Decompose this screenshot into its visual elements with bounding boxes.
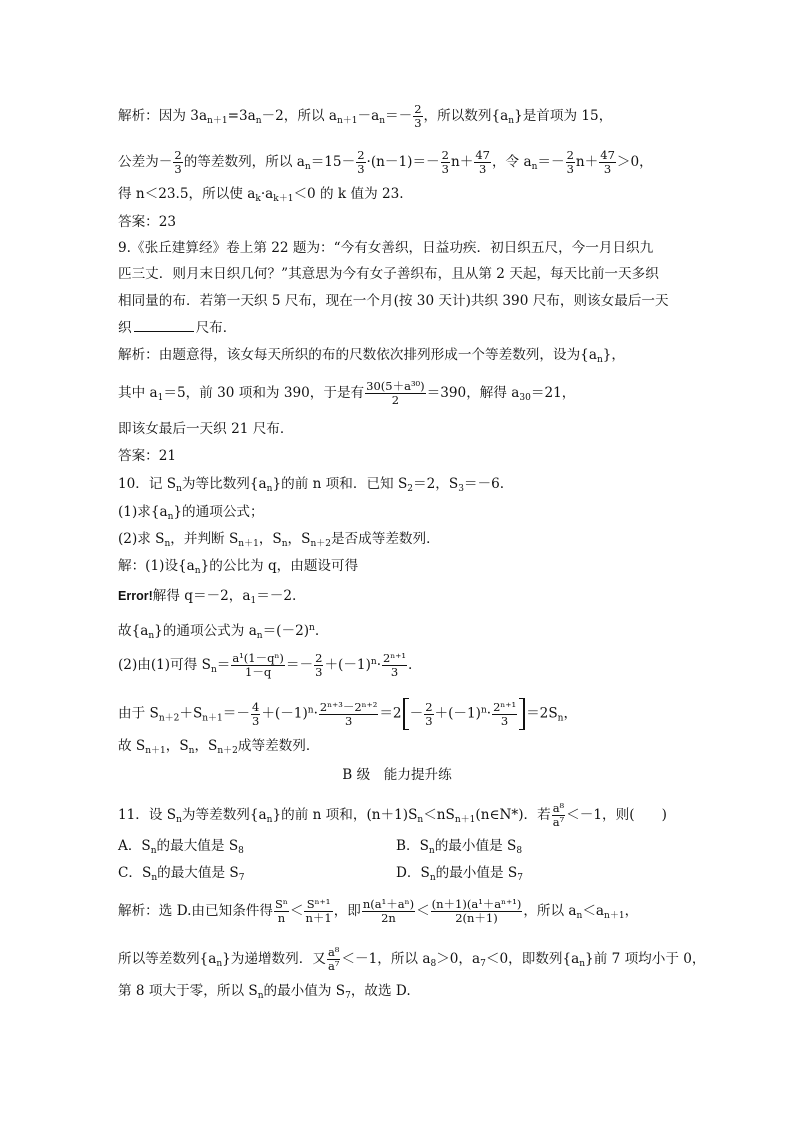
fraction: $\frac{4}{3}$ [251,699,260,728]
fraction: $\frac{2}{3}$ [566,148,574,176]
problem-9-line-2: 匹三丈．则月末日织几何？”其意思为今有女子善织布，且从第 2 天起，每天比前一天多织 [118,266,659,282]
fraction: $\frac{47}{3}$ [600,148,615,176]
fraction: $\frac{47}{3}$ [475,148,490,176]
fraction: $\frac{\text{a⁸}}{\text{a⁷}}$ [552,801,565,829]
left-bracket [403,698,409,730]
solution-line-1: 解析：因为 $3a_{n+1}=3a_n-2$，所以 $a_{n+1}-a_n=-$ $\frac{2}{3}$ ，所以数列$\{a_n\}$是首项为 15， [118,102,613,130]
solution-10-line-3: 故$\{a_n\}$的通项公式为 $a_n=(-2)^n$. [118,623,320,641]
solution-11-line-3: 第 8 项大于零，所以 $S_n$的最小值为 $S_7$，故选 D. [118,983,411,1001]
solution-10-line-4: (2)由(1)可得 $S_n=$ $\frac{\text{a¹(1－qⁿ)}}{1-q}$ ＝－ $\frac{2}{3}$ $+(-1)^n\cdot$ $\frac{\text{2ⁿ⁺¹}}{3}$ . [118,651,413,679]
option-a: A．$S_n$的最大值是 $S_8$ [118,838,244,856]
solution-10-line-6: 故 $S_{n+1}$，$S_n$，$S_{n+2}$成等差数列． [118,738,320,756]
problem-10-line-1: 10．记 $S_n$为等比数列$\{a_n\}$的前 n 项和．已知 $S_2=2$，$S_3=-6$. [118,476,505,494]
fraction: $\frac{\text{a¹(1－qⁿ)}}{1-q}$ [232,651,284,679]
fraction: $\frac{2}{3}$ [357,148,365,176]
fraction: $\frac{2}{3}$ [425,699,433,728]
fraction: $\frac{2}{3}$ [174,148,182,176]
solution-line-3: 得 n＜23.5，所以使 $a_k\cdot a_{k+1}<0$ 的 k 值为 23. [118,186,404,204]
right-bracket [519,698,525,730]
fraction: $\frac{\text{Sⁿ}}{n}$ [275,897,288,925]
solution-11-line-2: 所以等差数列$\{a_n\}$为递增数列．又 $\frac{\text{a⁸}}{\text{a⁷}}$ ＜－1，所以 $a_8>0$，$a_7<0$，即数列$\{a_n\}$前 7 项均小于 0， [118,945,706,973]
solution-10-line-1: 解：(1)设$\{a_n\}$的公比为 q，由题设可得 [118,558,359,576]
section-heading: B 级 能力提升练 [342,767,452,783]
option-b: B．$S_n$的最小值是 $S_8$ [396,838,523,856]
fraction: $\frac{2}{3}$ [315,651,323,679]
problem-9-line-3: 相同量的布．若第一天织 5 尺布，现在一个月(按 30 天计)共织 390 尺布，则该女最后一天 [118,293,669,309]
answer-8: 答案：23 [118,214,177,230]
problem-10-part-2: (2)求 $S_n$，并判断 $S_{n+1}$，$S_n$，$S_{n+2}$是否成等差数列． [118,531,440,549]
solution-10-line-2: Error!解得 q＝－2，$a_1=-2$. [118,588,297,606]
fraction: $\frac{\text{2ⁿ⁺¹}}{3}$ [493,699,517,728]
solution-10-line-5: 由于 $S_{n+2}+S_{n+1}=-$ $\frac{4}{3}$ $+(-1)^n\cdot$ $\frac{\text{2ⁿ⁺³－2ⁿ⁺²}}{3}$ ＝2 － $\frac{2}{3}$ $+(-1)^n\cdot$ $\frac{\text{2ⁿ⁺¹}}{3}$ $=2S_n$， [118,698,577,730]
fraction: $\frac{\text{2ⁿ⁺¹}}{3}$ [383,651,406,679]
problem-10-part-1: (1)求$\{a_n\}$的通项公式； [118,504,264,522]
fraction: $\frac{\text{a⁸}}{\text{a⁷}}$ [327,945,340,973]
solution-11-line-1: 解析：选 D.由已知条件得 $\frac{\text{Sⁿ}}{n}$ ＜ $\frac{\text{Sⁿ⁺¹}}{n+1}$ ，即 $\frac{\text{n(a¹＋aⁿ)}}{2n}$ ＜ $\frac{\text{(n＋1)(a¹＋aⁿ⁺¹)}}{2(n+1)}$ ，所以 $a_n<a_{n+1}$， [118,897,639,925]
fraction: $\frac{\text{30(5＋a³⁰)}}{2}$ [366,379,425,407]
fraction: $\frac{\text{Sⁿ⁺¹}}{n+1}$ [305,897,332,925]
fraction: $\frac{\text{2ⁿ⁺³－2ⁿ⁺²}}{3}$ [319,699,378,728]
fraction: $\frac{2}{3}$ [441,148,449,176]
solution-9-line-3: 即该女最后一天织 21 尺布． [118,421,294,437]
answer-9: 答案：21 [118,448,177,464]
solution-line-2: 公差为－ $\frac{2}{3}$ 的等差数列，所以 $a_n=15-$ $\frac{2}{3}$ ·(n－1)＝－ $\frac{2}{3}$ n＋ $\frac{47}{3}$ ，令 $a_n=-$ $\frac{2}{3}$ n＋ $\frac{47}{3}$ ＞0， [118,148,653,176]
solution-9-line-2: 其中 $a_1=5$，前 30 项和为 390，于是有 $\frac{\text{30(5＋a³⁰)}}{2}$ ＝390，解得 $a_{30}=21$， [118,379,576,407]
problem-9-line-4: 织 尺布． [118,320,237,336]
answer-blank [134,319,194,332]
fraction: $\frac{\text{(n＋1)(a¹＋aⁿ⁺¹)}}{2(n+1)}$ [431,897,522,925]
fraction: $\frac{\text{n(a¹＋aⁿ)}}{2n}$ [362,897,415,925]
option-d: D．$S_n$的最小值是 $S_7$ [396,865,523,883]
problem-9-line-1: 9.《张丘建算经》卷上第 22 题为：“今有女善织，日益功疾．初日织五尺，今一月日织九 [118,240,654,256]
problem-11-line-1: 11．设 $S_n$为等差数列$\{a_n\}$的前 n 项和，$(n+1)S_n<nS_{n+1}(n\in N*)$．若 $\frac{\text{a⁸}}{\text{a⁷}}$ ＜－1，则( ) [118,801,667,829]
fraction: $\frac{2}{3}$ [414,102,422,130]
option-c: C．$S_n$的最大值是 $S_7$ [118,865,245,883]
solution-9-line-1: 解析：由题意得，该女每天所织的布的尺数依次排列形成一个等差数列，设为$\{a_n\}$， [118,347,625,365]
